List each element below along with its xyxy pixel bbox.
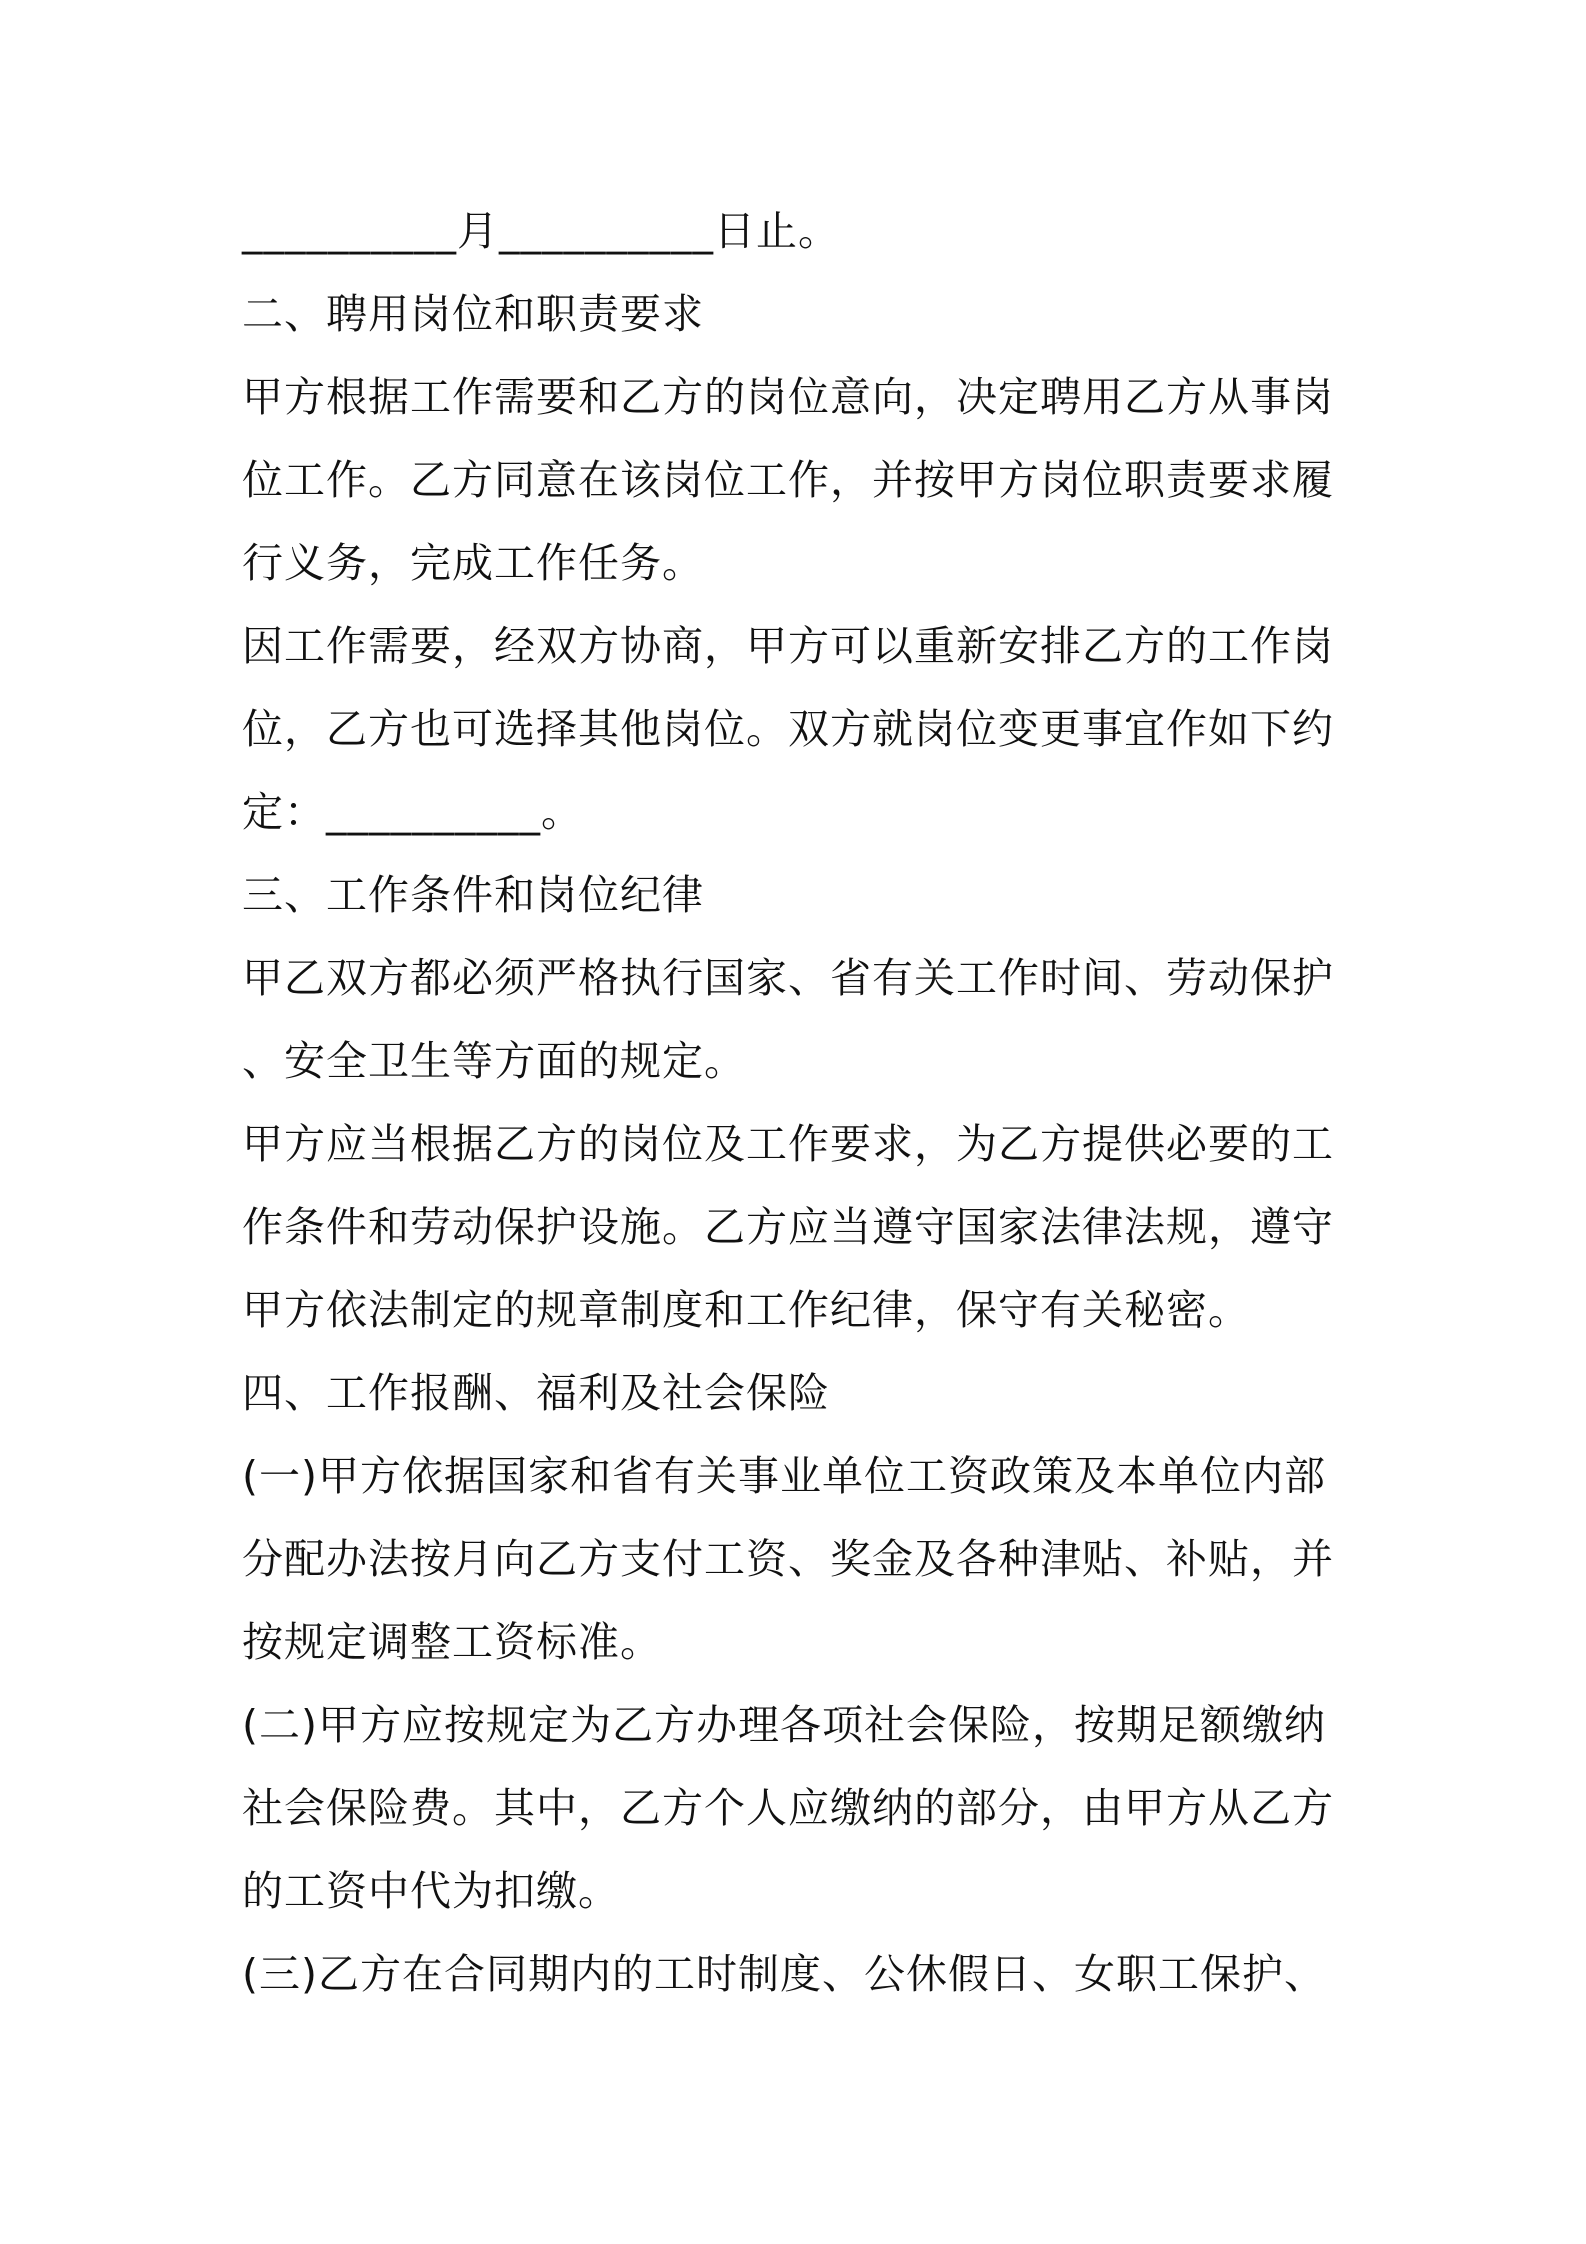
text-line: 行义务，完成工作任务。 bbox=[242, 539, 704, 587]
text-line: 定：__________。 bbox=[242, 788, 583, 836]
text-line: 因工作需要，经双方协商，甲方可以重新安排乙方的工作岗 bbox=[242, 622, 1334, 670]
text-line: 作条件和劳动保护设施。乙方应当遵守国家法律法规，遵守 bbox=[242, 1203, 1334, 1251]
text-line: 位工作。乙方同意在该岗位工作，并按甲方岗位职责要求履 bbox=[242, 456, 1334, 504]
text-line: 的工资中代为扣缴。 bbox=[242, 1867, 620, 1915]
text-line: 甲乙双方都必须严格执行国家、省有关工作时间、劳动保护 bbox=[242, 954, 1334, 1002]
text-line: 社会保险费。其中，乙方个人应缴纳的部分，由甲方从乙方 bbox=[242, 1784, 1334, 1832]
text-line: 分配办法按月向乙方支付工资、奖金及各种津贴、补贴，并 bbox=[242, 1535, 1334, 1583]
text-line: 位，乙方也可选择其他岗位。双方就岗位变更事宜作如下约 bbox=[242, 705, 1334, 753]
section-heading: 四、工作报酬、福利及社会保险 bbox=[242, 1369, 830, 1417]
section-heading: 二、聘用岗位和职责要求 bbox=[242, 290, 704, 338]
text-line: (二)甲方应按规定为乙方办理各项社会保险，按期足额缴纳 bbox=[242, 1701, 1326, 1749]
text-line: 按规定调整工资标准。 bbox=[242, 1618, 662, 1666]
text-line: 甲方依法制定的规章制度和工作纪律，保守有关秘密。 bbox=[242, 1286, 1250, 1334]
text-line: (一)甲方依据国家和省有关事业单位工资政策及本单位内部 bbox=[242, 1452, 1326, 1500]
text-line: 甲方应当根据乙方的岗位及工作要求，为乙方提供必要的工 bbox=[242, 1120, 1334, 1168]
text-line: __________月__________日止。 bbox=[242, 207, 840, 255]
section-heading: 三、工作条件和岗位纪律 bbox=[242, 871, 704, 919]
text-line: 、安全卫生等方面的规定。 bbox=[242, 1037, 746, 1085]
text-line: (三)乙方在合同期内的工时制度、公休假日、女职工保护、 bbox=[242, 1950, 1326, 1998]
text-line: 甲方根据工作需要和乙方的岗位意向，决定聘用乙方从事岗 bbox=[242, 373, 1334, 421]
document-body bbox=[242, 190, 1362, 2016]
